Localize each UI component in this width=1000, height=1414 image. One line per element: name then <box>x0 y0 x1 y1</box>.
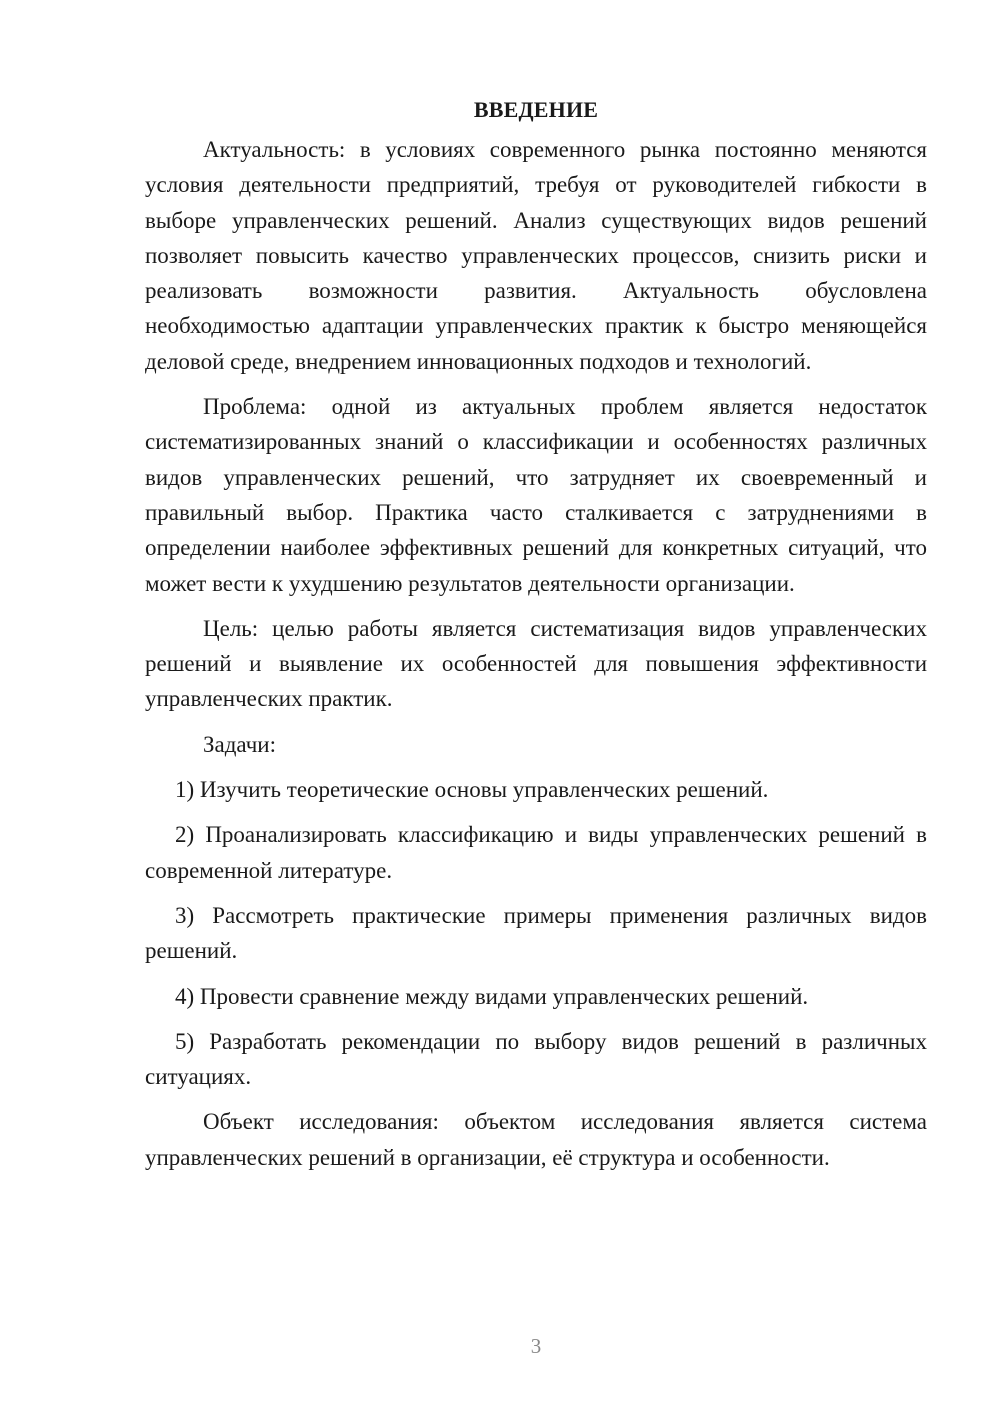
section-title: ВВЕДЕНИЕ <box>473 97 599 122</box>
tasks-heading: Задачи: <box>203 731 276 757</box>
task-item-3: 3) Рассмотреть практические примеры применения различных видов решений. <box>145 902 927 964</box>
paragraph-goal: Цель: целью работы является систематизация видов управленческих решений и выявление их особенностей для повышения эффективности управленческих практик. <box>145 615 927 712</box>
document-page <box>145 92 927 1185</box>
task-item-2: 2) Проанализировать классификацию и виды управленческих решений в современной литературе. <box>145 822 927 883</box>
task-item-5: 5) Разработать рекомендации по выбору видов решений в различных ситуациях. <box>145 1028 927 1090</box>
task-item-1: 1) Изучить теоретические основы управленческих решений. <box>175 777 769 803</box>
task-item-4: 4) Провести сравнение между видами управленческих решений. <box>175 983 809 1009</box>
page-number: 3 <box>530 1334 542 1358</box>
paragraph-problem: Проблема: одной из актуальных проблем является недостаток систематизированных знаний о классификации и особенностях различных видов управленческих решений, что затрудняет их своевременный и правильный выбор. Практика часто сталкивается с затруднениями в определении наиболее эффективных решений для конкретных ситуаций, что может вести к ухудшению результатов деятельности организации. <box>145 394 927 596</box>
paragraph-object: Объект исследования: объектом исследования является система управленческих решений в организации, её структура и особенности. <box>145 1109 927 1170</box>
paragraph-relevance: Актуальность: в условиях современного рынка постоянно меняются условия деятельности предприятий, требуя от руководителей гибкости в выборе управленческих решений. Анализ существующих видов решений позволяет повысить качество управленческих процессов, снизить риски и реализовать возможности развития. Актуальность обусловлена необходимостью адаптации управленческих практик к быстро меняющейся деловой среде, внедрением инновационных подходов и технологий. <box>145 137 927 374</box>
